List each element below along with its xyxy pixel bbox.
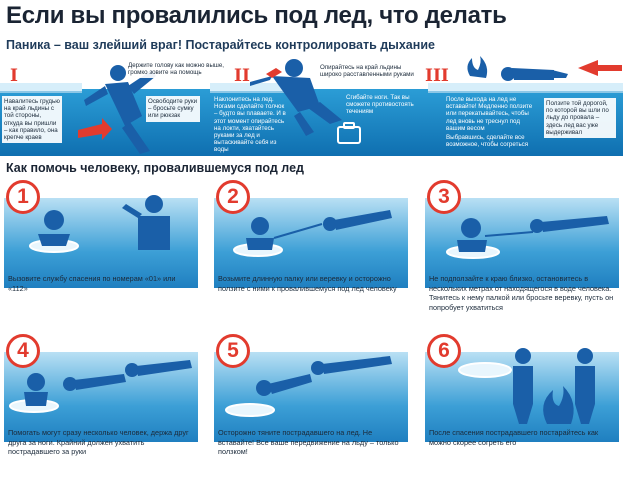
person-icon <box>27 373 45 391</box>
arrow-icon <box>78 118 112 140</box>
panel-caption: Помогать могут сразу несколько человек, держа друг друга за ноги. Крайний должен ухватить пострадавшего за руки <box>8 428 189 456</box>
step-numeral: III <box>425 66 449 86</box>
panel-5-illustration <box>214 334 408 442</box>
step-1-note-left: Навалитесь грудью на край льдины с той стороны, откуда вы пришли – как правило, она крепче краев <box>2 96 62 143</box>
rescue-panel-2 <box>214 180 408 320</box>
step-numeral: I <box>10 66 18 86</box>
step-1-note-head: Держите голову как можно выше, громко зовите на помощь <box>126 60 230 78</box>
person-icon <box>285 59 303 77</box>
step-badge: 3 <box>427 180 461 214</box>
page-title: Если вы провалились под лед, что делать <box>6 2 507 29</box>
step-badge: 6 <box>427 334 461 368</box>
step-3-note-right: Ползите той дорогой, по которой вы шли по льду до провала – здесь лед вас уже выдерживал <box>544 98 616 138</box>
step-2-note-right: Сгибайте ноги. Так вы сможете противостоять течениям <box>346 94 414 116</box>
rescue-panel-3 <box>425 180 619 320</box>
person-icon <box>251 217 269 235</box>
person-icon <box>577 348 593 364</box>
step-numeral: II <box>234 66 250 86</box>
panel-1-illustration <box>4 180 198 288</box>
bag-icon <box>338 127 360 143</box>
person-icon <box>515 348 531 364</box>
panel-6-illustration <box>425 334 619 442</box>
rescue-panel-6 <box>425 334 619 474</box>
panel-4-illustration <box>4 334 198 442</box>
panel-caption: Не подползайте к краю близко, остановитесь в нескольких метрах от находящегося в воде человека. Тянитесь к нему палкой или бросьте веревку, пусть он попробует ухватиться <box>429 274 614 312</box>
panel-caption: Осторожно тяните пострадавшего на лед. Не вставайте! Все ваше передвижение на льду – только ползком! <box>218 428 399 456</box>
rescue-panel-1 <box>4 180 198 320</box>
person-icon <box>145 195 163 213</box>
fire-icon <box>543 386 574 424</box>
rescue-panel-5 <box>214 334 408 474</box>
fire-icon <box>467 56 487 78</box>
page-subtitle: Паника – ваш злейший враг! Постарайтесь контролировать дыхание <box>6 38 435 52</box>
step-badge: 5 <box>216 334 250 368</box>
self-rescue-band <box>0 56 623 156</box>
phone-icon <box>122 204 142 218</box>
person-icon <box>110 65 126 81</box>
section-title: Как помочь человеку, провалившемуся под лед <box>6 161 304 175</box>
step-3-note-left: После выхода на лед не вставайте! Медленно ползите или перекатывайтесь, чтобы лед вновь не треснул под вашим весом <box>446 96 533 132</box>
panel-caption: Вызовите службу спасения по номерам «01» или «112» <box>8 274 176 293</box>
step-badge: 1 <box>6 180 40 214</box>
person-icon <box>461 218 481 238</box>
rescue-panel-4 <box>4 334 198 474</box>
panel-3-illustration <box>425 180 619 288</box>
step-2-note-left: Наклонитесь на лед. Ногами сделайте толчок – будто вы плаваете. И в этот момент опирайтесь на локти, хватайтесь руками за лед и вытаскивайте себя из воды <box>214 96 286 154</box>
step-3-note-bottom: Выбравшись, сделайте все возможное, чтобы согреться <box>446 134 529 149</box>
step-1-note-right: Освободите руки – бросьте сумку или рюкзак <box>146 96 200 122</box>
step-badge: 4 <box>6 334 40 368</box>
person-icon <box>44 210 64 230</box>
step-2-note-top: Опирайтесь на край льдины широко расставленными руками <box>318 62 416 80</box>
step-badge: 2 <box>216 180 250 214</box>
panel-2-illustration <box>214 180 408 288</box>
arrow-icon <box>578 60 622 76</box>
panel-caption: Возьмите длинную палку или веревку и осторожно ползите с ними к провалившемуся под лед человеку <box>218 274 397 293</box>
panel-caption: После спасения пострадавшего постарайтесь как можно скорее согреть его <box>429 428 599 447</box>
